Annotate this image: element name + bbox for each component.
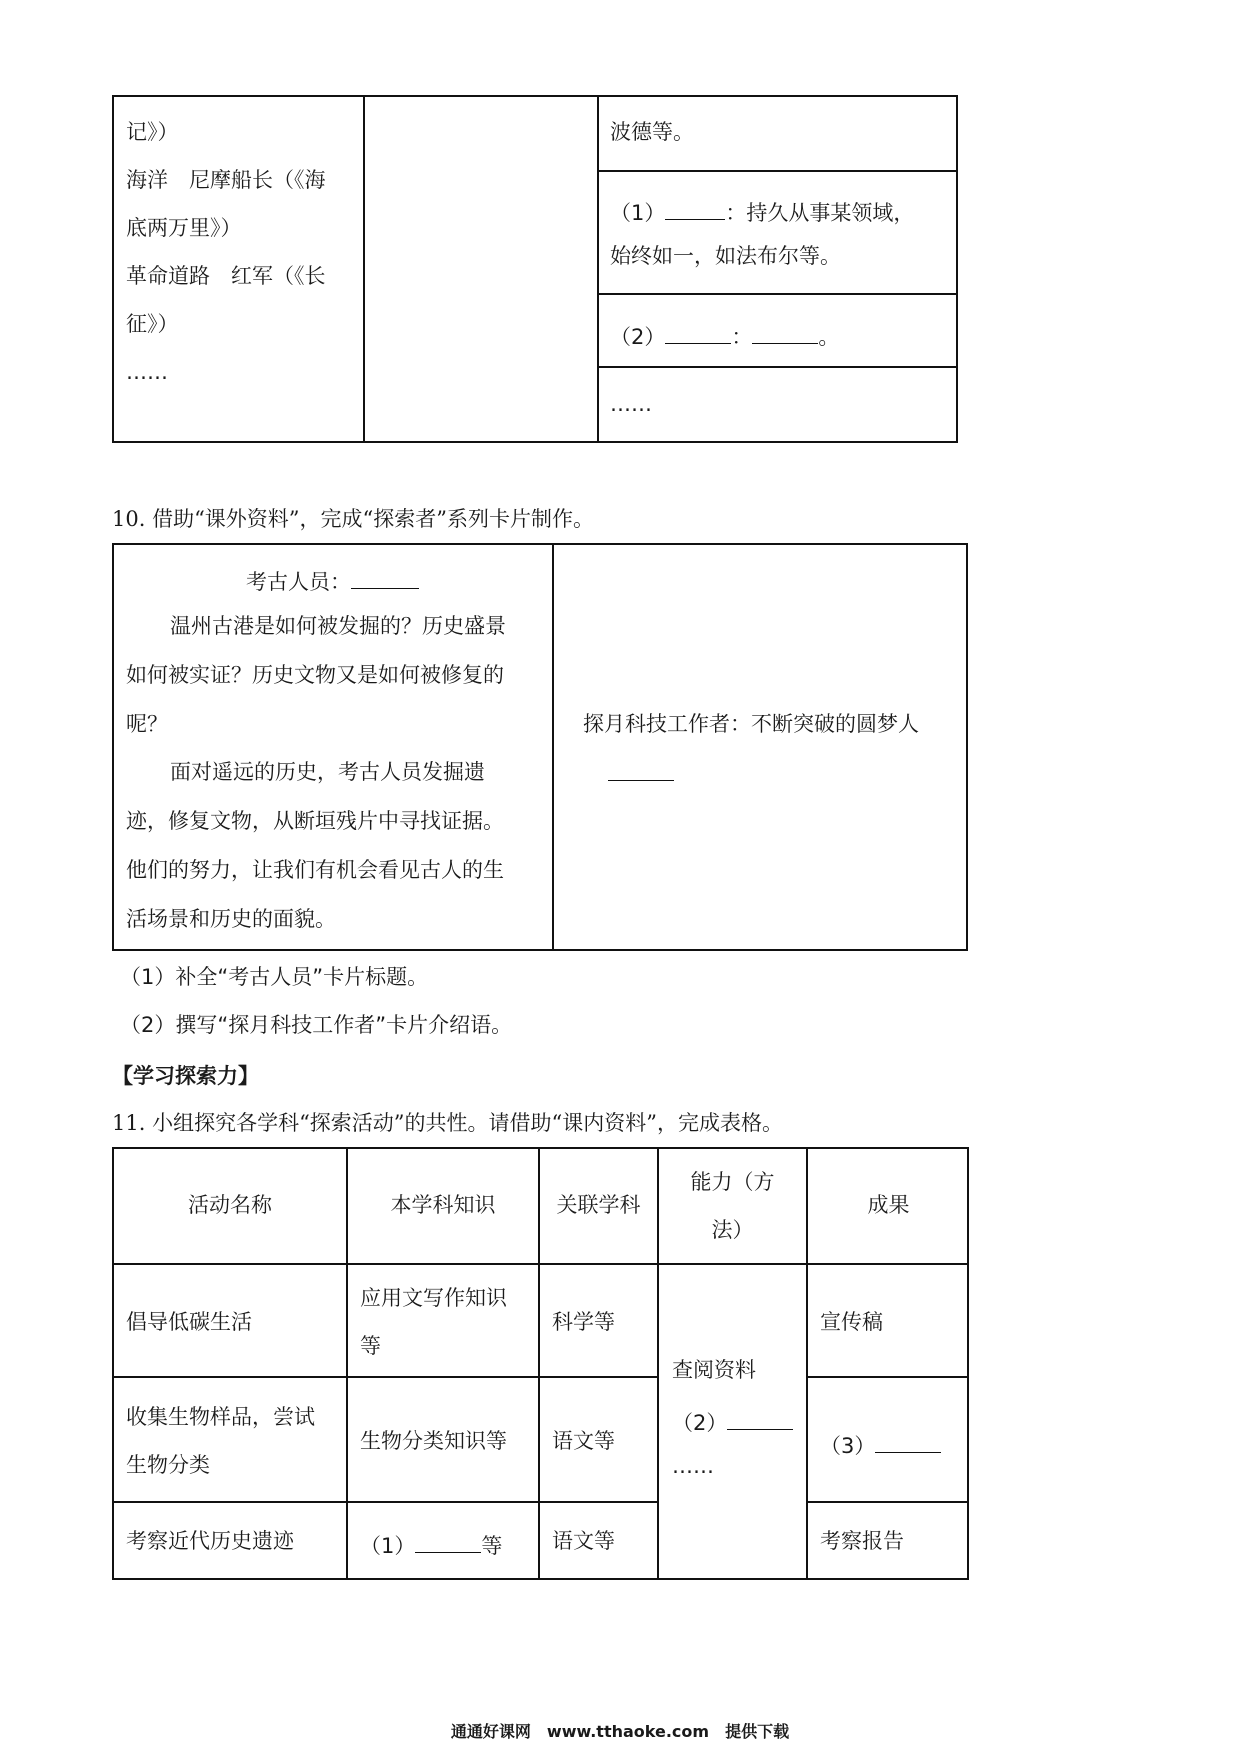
table-divider <box>597 95 599 443</box>
card1-text: 如何被实证？历史文物又是如何被修复的 <box>126 663 504 687</box>
activity-name: 收集生物样品，尝试 <box>126 1405 315 1429</box>
table-divider <box>806 1376 969 1378</box>
question-10-sub1: （1）补全“考古人员”卡片标题。 <box>120 965 429 989</box>
table-divider <box>112 1376 657 1378</box>
card1-text: 面对遥远的历史，考古人员发掘遗 <box>170 760 485 784</box>
card1-text: 活场景和历史的面貌。 <box>126 907 336 931</box>
explorer-line: 革命道路 红军（《长 <box>126 264 326 288</box>
page-footer: 通通好课网 www.tthaoke.com 提供下载 <box>450 1722 790 1741</box>
subject-knowledge: 等 <box>360 1334 381 1358</box>
table-divider <box>806 1501 969 1503</box>
ability-text: 查阅资料 <box>672 1358 756 1382</box>
explorer-line: 记》） <box>126 120 179 144</box>
answer-blank[interactable] <box>875 1431 941 1453</box>
explorer-line: 底两万里》） <box>126 216 242 240</box>
explorer-line: 海洋 尼摩船长（《海 <box>126 168 326 192</box>
related-subject: 科学等 <box>552 1310 615 1334</box>
column-header: 活动名称 <box>188 1193 272 1217</box>
card1-text: 他们的努力，让我们有机会看见古人的生 <box>126 858 504 882</box>
subject-knowledge: 应用文写作知识 <box>360 1286 507 1310</box>
column-header: 成果 <box>867 1193 910 1217</box>
table-divider <box>597 366 958 368</box>
column-header: 关联学科 <box>556 1193 641 1217</box>
question-10-prompt: 10. 借助“课外资料”，完成“探索者”系列卡片制作。 <box>112 507 595 531</box>
card-divider <box>552 543 554 951</box>
column-header: 本学科知识 <box>390 1193 496 1217</box>
answer-blank[interactable] <box>665 198 725 220</box>
table-divider <box>363 95 365 443</box>
subject-knowledge: 生物分类知识等 <box>360 1429 507 1453</box>
trait-fill-line: （1） ：持久从事某领域， <box>610 198 914 224</box>
explorer-cards <box>112 543 968 951</box>
section-title: 【学习探索力】 <box>112 1064 259 1088</box>
answer-blank[interactable] <box>608 780 674 781</box>
explorer-line: 征》） <box>126 312 179 336</box>
activity-name: 倡导低碳生活 <box>126 1310 252 1334</box>
result: 宣传稿 <box>820 1310 883 1334</box>
ability-text: …… <box>672 1454 714 1478</box>
result: 考察报告 <box>820 1529 904 1553</box>
activity-name: 考察近代历史遗迹 <box>126 1529 294 1553</box>
column-header: 法） <box>711 1218 754 1242</box>
trait-text: 始终如一，如法布尔等。 <box>610 244 841 268</box>
card2-title: 探月科技工作者：不断突破的圆梦人 <box>583 712 919 736</box>
table-divider <box>112 1263 969 1265</box>
question-10-sub2: （2）撰写“探月科技工作者”卡片介绍语。 <box>120 1013 513 1037</box>
related-subject: 语文等 <box>552 1429 615 1453</box>
trait-text: 波德等。 <box>610 120 694 144</box>
column-header: 能力（方 <box>690 1170 775 1194</box>
answer-blank[interactable] <box>752 322 818 344</box>
table-divider <box>597 170 958 172</box>
result-fill: （3） <box>820 1431 941 1457</box>
answer-blank[interactable] <box>727 1408 793 1430</box>
trait-text: …… <box>610 392 652 416</box>
trait-fill-line: （2） ： 。 <box>610 322 839 348</box>
card1-text: 呢？ <box>126 712 168 736</box>
activity-name: 生物分类 <box>126 1453 210 1477</box>
knowledge-fill: （1） 等 <box>360 1531 502 1557</box>
table-divider <box>657 1147 659 1580</box>
card1-text: 迹，修复文物，从断垣残片中寻找证据。 <box>126 809 504 833</box>
explorer-line: …… <box>126 360 168 384</box>
table-divider <box>597 293 958 295</box>
answer-blank[interactable] <box>665 322 731 344</box>
card1-text: 温州古港是如何被发掘的？历史盛景 <box>170 614 506 638</box>
answer-blank[interactable] <box>351 567 419 589</box>
ability-fill: （2） <box>672 1408 793 1434</box>
question-11-prompt: 11. 小组探究各学科“探索活动”的共性。请借助“课内资料”，完成表格。 <box>112 1111 784 1135</box>
table-divider <box>112 1501 657 1503</box>
related-subject: 语文等 <box>552 1529 615 1553</box>
answer-blank[interactable] <box>415 1531 481 1553</box>
card1-title: 考古人员： <box>246 567 419 593</box>
